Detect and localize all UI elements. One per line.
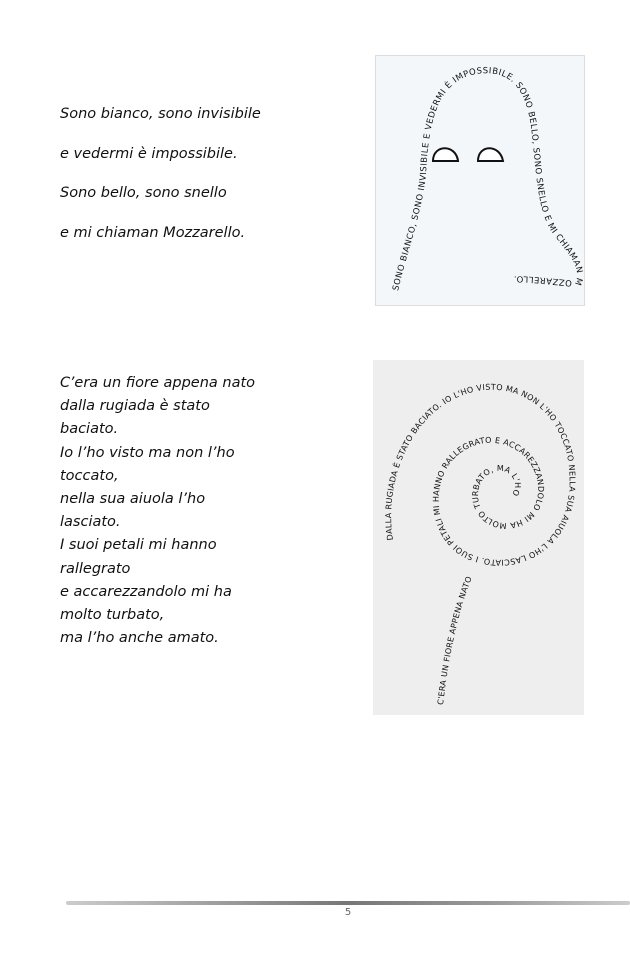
poem-line: Io l’ho visto ma non l’ho bbox=[60, 444, 235, 461]
poem-line: e mi chiaman Mozzarello. bbox=[60, 225, 246, 241]
ghost-calligram-image bbox=[375, 55, 585, 306]
poem-line: Sono bianco, sono invisibile bbox=[60, 106, 261, 122]
poem-line: ma l’ho anche amato. bbox=[60, 630, 219, 647]
page-number: 5 bbox=[344, 907, 352, 918]
poem-line: e vedermi è impossibile. bbox=[60, 146, 238, 162]
poem-line: C’era un fiore appena nato bbox=[60, 375, 256, 391]
poem-line: toccato, bbox=[60, 467, 119, 484]
flower-calligram-image bbox=[373, 360, 584, 715]
poem-fiore bbox=[60, 372, 255, 650]
flower-stem-text: C'ERA UN FIORE APPENA NATO bbox=[436, 574, 474, 706]
poem-line: Sono bello, sono snello bbox=[60, 185, 227, 201]
ghost-calligram-text: SONO BIANCO, SONO INVISIBILE E VEDERMI È IMPOSSIBILE. SONO BELLO, SONO SNELLO E MI CHIAMAN MOZZARELLO. bbox=[391, 66, 584, 292]
flower-spiral-text: DALLA RUGIADA È STATO BACIATO. IO L'HO VISTO MA NON L'HO TOCCATO NELLA SUA AIUOLA L'HO LASCIATO. I SUOI PETALI MI HANNO RALLEGRATO E ACCAREZZANDOLO MI HA MOLTO TURBATO, MA L'HO bbox=[384, 382, 577, 567]
poem-line: rallegrato bbox=[60, 560, 131, 577]
poem-line: nella sua aiuola l’ho bbox=[60, 490, 206, 507]
poem-line: dalla rugiada è stato bbox=[60, 398, 210, 415]
poem-line: I suoi petali mi hanno bbox=[60, 537, 217, 554]
poem-line: lasciato. bbox=[60, 514, 121, 531]
poem-line: molto turbato, bbox=[60, 606, 165, 623]
footer-divider bbox=[66, 901, 630, 905]
poem-line: e accarezzandolo mi ha bbox=[60, 583, 232, 600]
poem-line: baciato. bbox=[60, 421, 119, 438]
ghost-eyes bbox=[433, 148, 503, 161]
